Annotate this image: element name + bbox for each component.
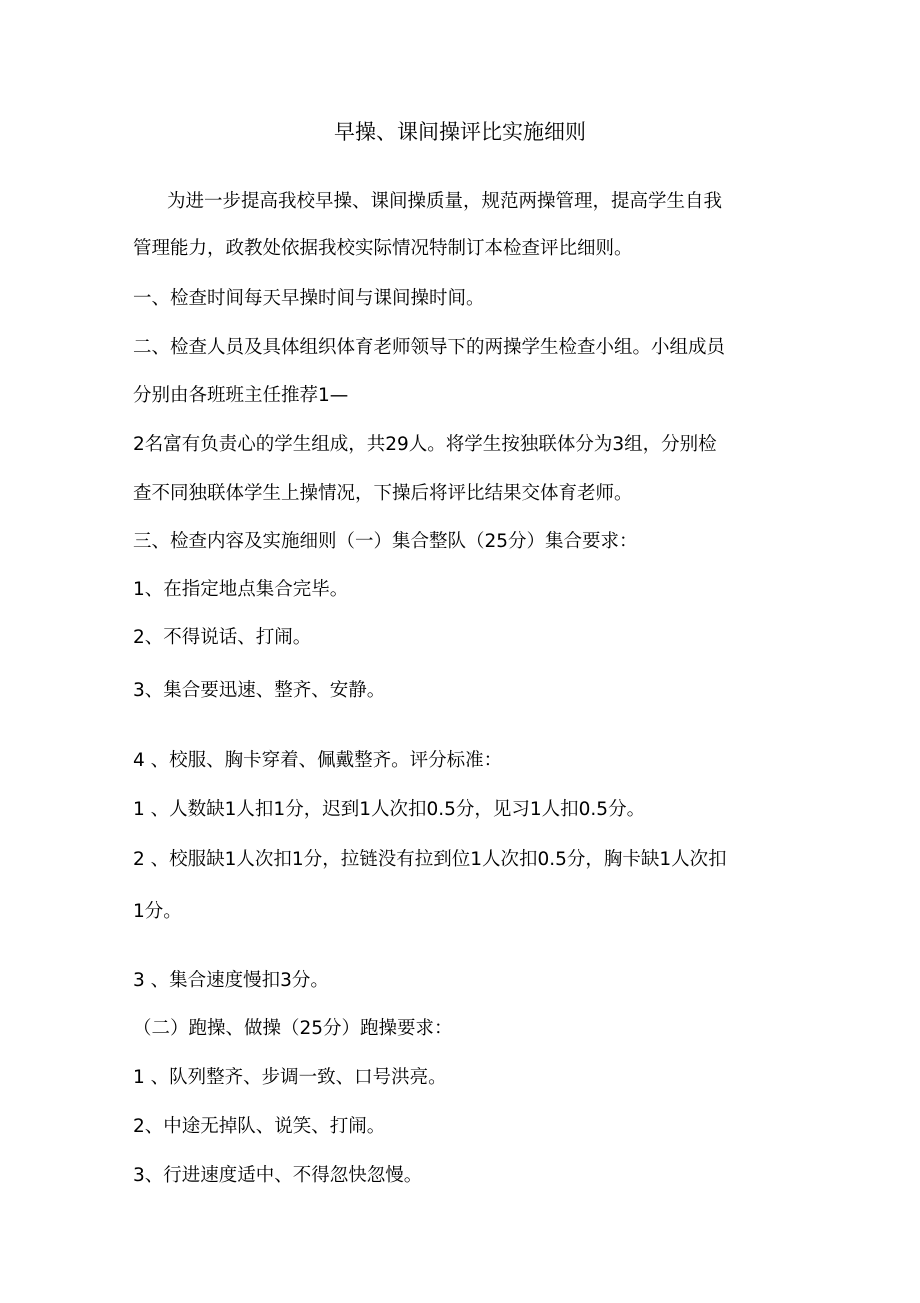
paragraph-line: 2名富有负责心的学生组成，共29人。将学生按独联体分为3组，分别检 [133, 434, 717, 455]
paragraph-line: 分别由各班班主任推荐1— [133, 385, 349, 406]
paragraph-line: 1分。 [133, 901, 182, 922]
list-item: 1 、队列整齐、步调一致、口号洪亮。 [133, 1067, 447, 1088]
section-heading-1: 一、检查时间每天早操时间与课间操时间。 [133, 288, 485, 309]
list-item: 4 、校服、胸卡穿着、佩戴整齐。评分标准： [133, 750, 503, 771]
list-item: 1 、人数缺1人扣1分，迟到1人次扣0.5分，见习1人扣0.5分。 [133, 799, 646, 820]
paragraph-line: 查不同独联体学生上操情况，下操后将评比结果交体育老师。 [133, 483, 633, 504]
section-heading-2: 二、检查人员及具体组织体育老师领导下的两操学生检查小组。小组成员 [133, 337, 726, 358]
subsection-heading: （二）跑操、做操（25分）跑操要求： [133, 1018, 453, 1039]
paragraph-line: 管理能力，政教处依据我校实际情况特制订本检查评比细则。 [133, 238, 633, 259]
list-item: 3 、集合速度慢扣3分。 [133, 970, 329, 991]
list-item: 3、行进速度适中、不得忽快忽慢。 [133, 1165, 423, 1186]
list-item: 2 、校服缺1人次扣1分，拉链没有拉到位1人次扣0.5分，胸卡缺1人次扣 [133, 849, 727, 870]
paragraph-line: 为进一步提高我校早操、课间操质量，规范两操管理，提高学生自我 [167, 191, 723, 212]
list-item: 3、集合要迅速、整齐、安静。 [133, 680, 386, 701]
list-item: 2、不得说话、打闹。 [133, 627, 312, 648]
section-heading-3: 三、检查内容及实施细则（一）集合整队（25分）集合要求： [133, 531, 638, 552]
document-title: 早操、课间操评比实施细则 [334, 120, 586, 144]
list-item: 2、中途无掉队、说笑、打闹。 [133, 1116, 386, 1137]
list-item: 1、在指定地点集合完毕。 [133, 579, 349, 600]
